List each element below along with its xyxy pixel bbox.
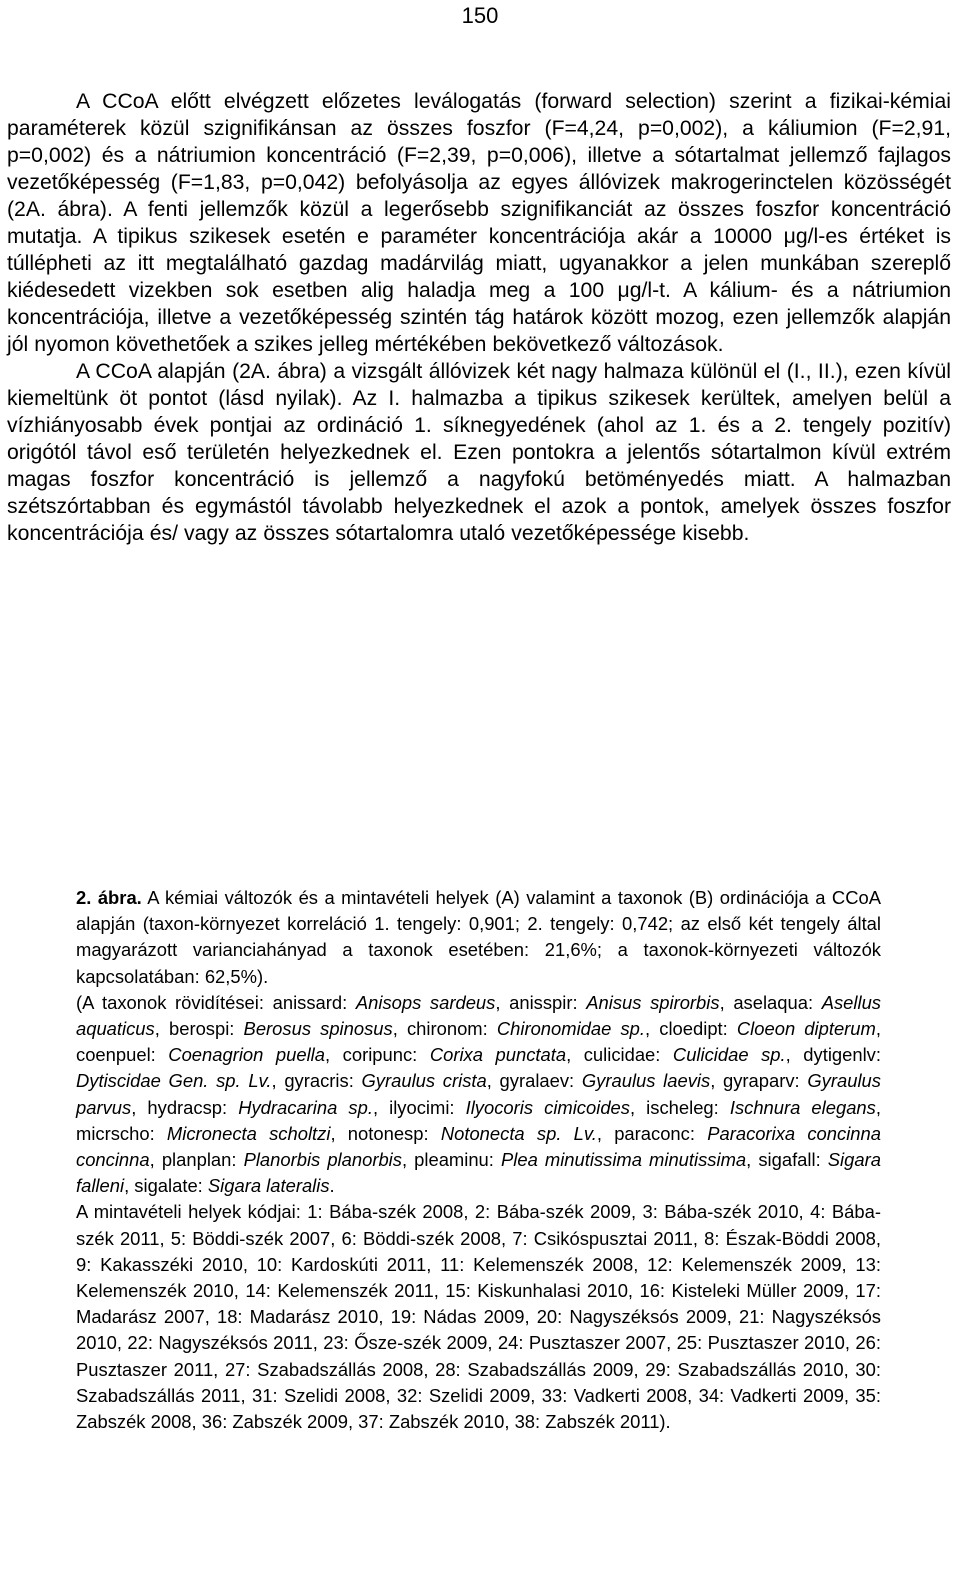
figure-caption: [76, 885, 881, 1435]
taxa-intro: (A taxonok rövidítései:: [76, 991, 273, 1013]
taxon-name: Notonecta sp. Lv.: [440, 1122, 597, 1144]
taxon-name: Cloeon dipterum: [736, 1018, 876, 1040]
taxon-name: Dytiscidae Gen. sp. Lv.: [76, 1070, 272, 1092]
taxon-code: micrscho:: [76, 1122, 167, 1144]
taxon-name: Anisus spirorbis: [586, 991, 720, 1013]
taxon-separator: ,: [325, 1044, 343, 1066]
taxon-code: planplan:: [161, 1149, 244, 1171]
paragraph-1-part-1: A CCoA előtt elvégzett előzetes leválogatás (forward selection) szerint a fizikai-kémiai paraméterek közül szignifikánsan az összes foszfor (F=4,24, p=0,002), a káliumion (F=2,91, p=0,002) és a nátriumion koncentráció (F=2,39, p=0,006), illetve a sótartalmat jellemző fajlagos vezetőképesség (F=1,83, p=0,042) befolyásolja az egyes állóvizek makrogerinctelen közösségét (2A. ábra). A fenti jellemzők közül a legerősebb szignifikanciát az összes foszfor koncentráció mutatja.: [7, 90, 951, 248]
taxon-code: gyraparv:: [723, 1070, 808, 1092]
taxon-name: Ischnura elegans: [729, 1096, 876, 1118]
taxon-name: Planorbis planorbis: [243, 1149, 402, 1171]
taxon-name: Anisops sardeus: [355, 991, 496, 1013]
paragraph-1: [7, 88, 951, 358]
taxon-separator: ,: [746, 1149, 759, 1171]
taxa-abbreviations: [76, 990, 881, 1200]
taxon-name: Berosus spinosus: [243, 1018, 393, 1040]
taxon-separator: ,: [719, 991, 734, 1013]
taxon-separator: ,: [372, 1096, 390, 1118]
taxon-name: Micronecta scholtzi: [166, 1122, 331, 1144]
taxon-separator: ,: [401, 1149, 415, 1171]
taxon-name: Paracorixa concinna concinna: [76, 1122, 881, 1171]
caption-label: 2. ábra.: [76, 887, 142, 908]
taxon-code: ischeleg:: [646, 1096, 730, 1118]
taxon-name: Plea minutissima minutissima: [500, 1149, 747, 1171]
paragraph-1-part-2: A tipikus szikesek esetén e paraméter koncentrációja akár a 10000 μg/l-es értéket is túllépheti az itt megtalálható gazdag madárvilág miatt, ugyanakkor a jelen munkában szereplő kiédesedett vizekben sok esetben alig haladja meg a 100 μg/l-t.: [7, 225, 951, 302]
taxon-separator: ,: [271, 1070, 285, 1092]
taxon-code: sigafall:: [758, 1149, 828, 1171]
taxon-name: Chironomidae sp.: [496, 1018, 646, 1040]
taxon-name: Culicidae sp.: [672, 1044, 786, 1066]
page-number: 150: [461, 3, 499, 28]
taxon-name: Asellus aquaticus: [76, 991, 881, 1040]
taxon-separator: ,: [154, 1018, 169, 1040]
taxon-name: Gyraulus parvus: [76, 1070, 881, 1118]
taxon-name: Sigara lateralis: [207, 1175, 330, 1197]
taxon-code: anisspir:: [509, 991, 587, 1013]
taxon-code: chironom:: [406, 1018, 497, 1040]
taxon-separator: ,: [330, 1122, 348, 1144]
taxon-separator: ,: [785, 1044, 804, 1066]
taxon-name: Ilyocoris cimicoides: [465, 1096, 630, 1118]
taxon-separator: ,: [875, 1096, 881, 1118]
site-codes: A mintavételi helyek kódjai: 1: Bába-szék 2008, 2: Bába-szék 2009, 3: Bába-szék 2010, 4: Bába-szék 2011, 5: Böddi-szék 2007, 6: Böddi-szék 2008, 7: Csikóspusztai 2011, 8: Észak-Böddi 2008, 9: Kakasszéki 2010, 10: Kardoskúti 2011, 11: Kelemenszék 2008, 12: Kelemenszék 2009, 13: Kelemenszék 2010, 14: Kelemenszék 2011, 15: Kiskunhalasi 2010, 16: Kisteleki Müller 2009, 17: Madarász 2007, 18: Madarász 2010, 19: Nádas 2009, 20: Nagyszéksós 2009, 21: Nagyszéksós 2010, 22: Nagyszéksós 2011, 23: Ősze-szék 2009, 24: Pusztaszer 2007, 25: Pusztaszer 2010, 26: Pusztaszer 2011, 27: Szabadszállás 2008, 28: Szabadszállás 2009, 29: Szabadszállás 2010, 30: Szabadszállás 2011, 31: Szelidi 2008, 32: Szelidi 2009, 33: Vadkerti 2008, 34: Vadkerti 2009, 35: Zabszék 2008, 36: Zabszék 2009, 37: Zabszék 2010, 38: Zabszék 2011).: [76, 1201, 881, 1433]
taxon-separator: ,: [566, 1044, 584, 1066]
taxon-code: gyralaev:: [499, 1070, 582, 1092]
body-text: [7, 88, 951, 547]
taxon-code: gyracris:: [284, 1070, 362, 1092]
taxon-separator: ,: [149, 1149, 162, 1171]
taxon-name: Gyraulus laevis: [581, 1070, 711, 1092]
taxon-code: hydracsp:: [147, 1096, 239, 1118]
taxon-separator: ,: [875, 1018, 881, 1040]
taxon-name: Sigara falleni: [76, 1149, 881, 1197]
taxon-separator: ,: [124, 1175, 135, 1197]
taxon-separator: ,: [710, 1070, 723, 1092]
taxon-name: Gyraulus crista: [361, 1070, 487, 1092]
taxon-name: Coenagrion puella: [168, 1044, 326, 1066]
taxon-separator: ,: [629, 1096, 647, 1118]
paragraph-2: A CCoA alapján (2A. ábra) a vizsgált állóvizek két nagy halmaza különül el (I., II.), ezen kívül kiemeltünk öt pontot (lásd nyilak). Az I. halmazba a tipikus szikesek kerültek, amelyen belül a vízhiányosabb évek pontjai az ordináció 1. síknegyedének (ahol az 1. és a 2. tengely pozitív) origótól távol eső területén helyezkednek el. Ezen pontokra a jelentős sótartalmon kívül extrém magas foszfor koncentráció is jellemző a nagyfokú betöményedés miatt. A halmazban szétszórtabban és egymástól távolabb helyezkednek el azok a pontok, amelyek összes foszfor koncentrációja és/ vagy az összes sótartalomra utaló vezetőképessége kisebb.: [7, 360, 951, 545]
taxon-code: paraconc:: [614, 1122, 708, 1144]
taxon-separator: ,: [131, 1096, 148, 1118]
taxon-code: dytigenlv:: [803, 1044, 881, 1066]
taxon-code: cloedipt:: [659, 1018, 737, 1040]
caption-text: A kémiai változók és a mintavételi helyek (A) valamint a taxonok (B) ordinációja a CCoA alapján (taxon-környezet korreláció 1. tengely: 0,901; 2. tengely: 0,742; az első két tengely által magyarázott varianciahányad a taxonok esetében: 21,6%; a taxonok-környezeti változók kapcsolatában: 62,5%).: [76, 887, 881, 987]
taxon-name: Hydracarina sp.: [238, 1096, 373, 1118]
taxon-name: Corixa punctata: [429, 1044, 567, 1066]
taxon-separator: ,: [596, 1122, 615, 1144]
taxon-code: ilyocimi:: [389, 1096, 466, 1118]
taxon-separator: ,: [392, 1018, 407, 1040]
taxon-code: pleaminu:: [414, 1149, 501, 1171]
taxon-code: aselaqua:: [733, 991, 822, 1013]
taxon-code: notonesp:: [347, 1122, 441, 1144]
taxon-separator: ,: [645, 1018, 660, 1040]
caption-main: [76, 885, 881, 990]
taxon-code: culicidae:: [583, 1044, 673, 1066]
taxon-separator: ,: [486, 1070, 500, 1092]
taxon-code: sigalate:: [134, 1175, 208, 1197]
paragraph-1-part-3: A kálium- és a nátriumion koncentrációja, illetve a vezetőképesség szintén tág határok között mozog, ezen jellemzők alapján jól nyomon követhetőek a szikes jelleg mértékében bekövetkező változások.: [7, 279, 951, 356]
taxon-code: anissard:: [272, 991, 356, 1013]
taxon-code: berospi:: [168, 1018, 244, 1040]
taxon-code: coripunc:: [342, 1044, 430, 1066]
taxon-code: coenpuel:: [76, 1044, 169, 1066]
taxon-separator: .: [329, 1175, 335, 1197]
taxon-separator: ,: [495, 991, 510, 1013]
